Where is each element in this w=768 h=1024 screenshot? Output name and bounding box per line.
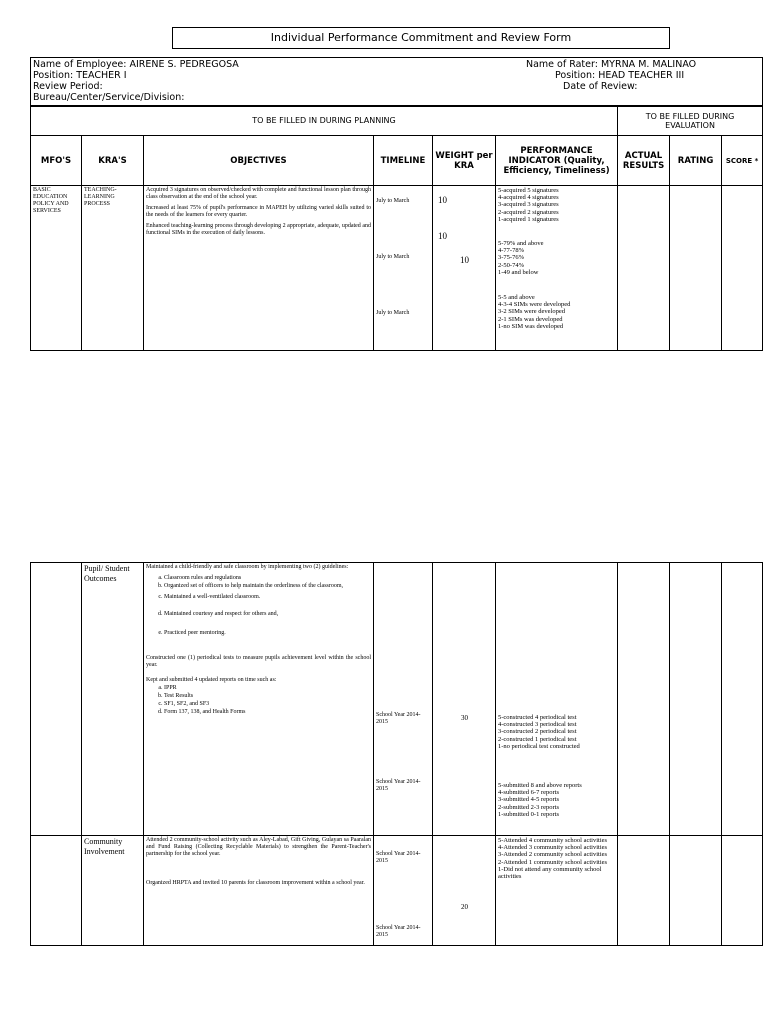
timeline-text: School Year 2014-2015 (376, 925, 421, 938)
weight-value: 10 (460, 255, 469, 265)
col-indicator: PERFORMANCE INDICATOR (Quality, Efficiency, Timeliness) (496, 136, 618, 186)
list-item: a. Classroom rules and regulations (164, 575, 371, 582)
form-title: Individual Performance Commitment and Review Form (172, 27, 670, 49)
indicator-line: 4-submitted 6-7 reports (498, 789, 560, 797)
col-objectives: OBJECTIVES (144, 136, 374, 186)
timeline-text: July to March (376, 310, 410, 316)
planning-header: TO BE FILLED IN DURING PLANNING (31, 106, 618, 136)
mfo-cell-empty (31, 563, 82, 836)
employee-info-table (30, 57, 763, 107)
score-cell (722, 563, 763, 836)
employee-position: Position: TEACHER I (33, 70, 127, 81)
objective-text: Increased at least 75% of pupil's performance in MAPEH by utilizing varied skills suited to the needs of the learners for every quarter. (146, 205, 371, 218)
evaluation-header: TO BE FILLED DURING EVALUATION (618, 106, 763, 136)
indicator-line: 1-Did not attend any community school activities (498, 865, 602, 881)
indicator-line: 2-1 SIMs was developed (498, 315, 563, 323)
weight-value: 30 (461, 714, 468, 722)
col-weight: WEIGHT per KRA (433, 136, 496, 186)
list-item: d. Maintained courtesy and respect for others and, (164, 611, 371, 618)
timeline-text: School Year 2014-2015 (376, 851, 421, 864)
indicator-line: 2-Attended 1 community school activities (498, 858, 608, 866)
indicator-line: 5-constructed 4 periodical test (498, 714, 577, 721)
indicator-cell-outcomes (496, 563, 618, 836)
list-item: b. Organized set of officers to help maintain the orderliness of the classroom, (164, 583, 371, 590)
indicator-cell-teaching (496, 186, 618, 351)
list-item: b. Test Results (164, 693, 371, 700)
kra-cell-community: Community Involvement (82, 836, 144, 946)
indicator-line: 1-no SIM was developed (498, 322, 564, 330)
indicator-line: 3-acquired 3 signatures (498, 201, 559, 209)
timeline-cell-community (374, 836, 433, 946)
actual-result-cell (618, 186, 670, 351)
rater-name: Name of Rater: MYRNA M. MALINAO (526, 59, 697, 70)
weight-cell-community (433, 836, 496, 946)
review-date: Date of Review: (563, 81, 638, 92)
objective-text: Attended 2 community-school activity such as Aley-Labad, Gift Giving, Gulayan sa Paaralan and Fund Raising (Collecting Recyclable Materials) to strengthen the Parent-Teacher's partnership for the school year. (146, 837, 371, 857)
list-item: e. Practiced peer mentoring. (164, 630, 371, 637)
commitment-table-top (30, 105, 763, 351)
indicator-line: 1-submitted 0-1 reports (498, 810, 560, 818)
timeline-cell-outcomes (374, 563, 433, 836)
weight-value: 20 (461, 903, 468, 911)
list-item: a. IPPR (164, 685, 371, 692)
indicator-line: 3-submitted 4-5 reports (498, 796, 560, 804)
score-cell (722, 186, 763, 351)
objective-text: Acquired 3 signatures on observed/checked with complete and functional lesson plan through class observation at the end of the school year. (146, 187, 371, 200)
indicator-line: 1-acquired 1 signatures (498, 215, 559, 223)
weight-value: 10 (438, 195, 447, 205)
weight-value: 10 (438, 231, 447, 241)
list-item: c. Maintained a well-ventilated classroom. (164, 594, 371, 601)
weight-cell-outcomes (433, 563, 496, 836)
score-cell (722, 836, 763, 946)
objective-text: Enhanced teaching-learning process through developing 2 appropriate, adequate, updated and functional SIMs in the execution of daily lessons. (146, 223, 371, 236)
guideline-list (146, 575, 371, 637)
indicator-line: 5-submitted 8 and above reports (498, 782, 582, 789)
timeline-text: School Year 2014-2015 (376, 779, 421, 792)
indicator-line: 3-constructed 2 periodical test (498, 728, 577, 736)
col-score: SCORE * (722, 136, 763, 186)
timeline-text: School Year 2014-2015 (376, 712, 421, 725)
indicator-line: 4-Attended 3 community school activities (498, 844, 608, 852)
col-actual: ACTUAL RESULTS (618, 136, 670, 186)
rating-cell (670, 563, 722, 836)
objectives-cell-outcomes (144, 563, 374, 836)
list-item: d. Form 137, 138, and Health Forms (164, 709, 371, 716)
kra-cell-teaching: TEACHING-LEARNING PROCESS (82, 186, 144, 351)
indicator-line: 5-5 and above (498, 294, 535, 301)
actual-result-cell (618, 563, 670, 836)
indicator-line: 3-2 SIMs were developed (498, 308, 565, 316)
timeline-cell-teaching (374, 186, 433, 351)
objective-text: Maintained a child-friendly and safe classroom by implementing two (2) guidelines: (146, 564, 349, 570)
indicator-line: 1-no periodical test constructed (498, 742, 580, 750)
report-list (146, 685, 371, 716)
indicator-cell-community (496, 836, 618, 946)
indicator-line: 3-Attended 2 community school activities (498, 851, 608, 859)
objectives-cell-teaching (144, 186, 374, 351)
indicator-line: 2-constructed 1 periodical test (498, 735, 577, 743)
col-mfo: MFO'S (31, 136, 82, 186)
bureau-division: Bureau/Center/Service/Division: (33, 92, 185, 103)
col-kra: KRA'S (82, 136, 144, 186)
timeline-text: July to March (376, 198, 410, 204)
weight-cell-teaching (433, 186, 496, 351)
indicator-line: 4-constructed 3 periodical test (498, 721, 577, 729)
objective-text: Organized HRPTA and invited 10 parents for classroom improvement within a school year. (146, 880, 365, 886)
commitment-table-bottom (30, 562, 763, 946)
employee-name: Name of Employee: AIRENE S. PEDREGOSA (33, 59, 239, 70)
indicator-line: 4-acquired 4 signatures (498, 194, 559, 202)
col-timeline: TIMELINE (374, 136, 433, 186)
list-item: c. SF1, SF2, and SF3 (164, 701, 371, 708)
rating-cell (670, 186, 722, 351)
indicator-line: 5-79% and above (498, 240, 544, 247)
objectives-cell-community (144, 836, 374, 946)
kra-cell-outcomes: Pupil/ Student Outcomes (82, 563, 144, 836)
indicator-line: 5-Attended 4 community school activities (498, 837, 608, 844)
objective-text: Kept and submitted 4 updated reports on time such as: (146, 677, 277, 683)
rater-position: Position: HEAD TEACHER III (555, 70, 685, 81)
col-rating: RATING (670, 136, 722, 186)
indicator-line: 1-49 and below (498, 268, 539, 276)
mfo-cell: BASIC EDUCATION POLICY AND SERVICES (31, 186, 82, 351)
rating-cell (670, 836, 722, 946)
indicator-line: 2-50-74% (498, 261, 524, 269)
timeline-text: July to March (376, 254, 410, 260)
indicator-line: 2-acquired 2 signatures (498, 208, 559, 216)
indicator-line: 2-submitted 2-3 reports (498, 803, 560, 811)
mfo-cell-empty (31, 836, 82, 946)
objective-text: Constructed one (1) periodical tests to measure pupils achievement level within the school year. (146, 655, 371, 668)
actual-result-cell (618, 836, 670, 946)
review-period: Review Period: (33, 81, 103, 92)
indicator-line: 3-75-76% (498, 254, 524, 262)
employee-info-cell (31, 58, 763, 107)
indicator-line: 4-77-78% (498, 247, 524, 255)
indicator-line: 4-3-4 SIMs were developed (498, 301, 571, 309)
indicator-line: 5-acquired 5 signatures (498, 187, 559, 194)
